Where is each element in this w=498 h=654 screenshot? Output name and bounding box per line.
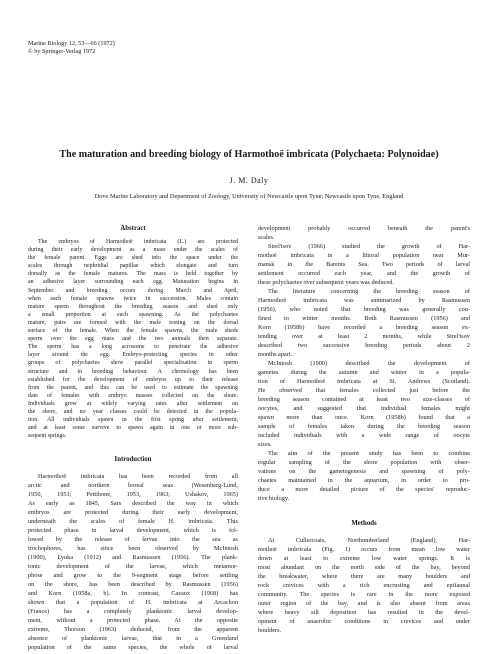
- text-line: mothoë imbricata in a littoral population near Mur-: [258, 252, 470, 259]
- text-line: an adhesive layer surrounding each egg. Maturation begins in: [28, 279, 238, 286]
- text-line: phose and grow to the 9-segment stage before settling: [28, 572, 238, 580]
- text-line: fined to winter months. Both Rasmussen (1956) and: [258, 315, 470, 322]
- right-column: [258, 224, 470, 635]
- text-line: regular sampling of the shore population with obser-: [258, 459, 470, 466]
- text-line: The aim of the present study has been to combine: [268, 450, 470, 457]
- text-line: Harmothoë imbricata has been recorded from all: [38, 473, 238, 481]
- text-line: settlement occurred each year, and the growth of: [258, 270, 470, 277]
- text-line: extreme, Thorson (1963) deduced, from the apparent: [28, 626, 238, 634]
- text-line: sizes.: [258, 441, 272, 448]
- text-line: rock crevices with a rich encrusting and epifaunal: [258, 582, 470, 589]
- text-line: down at least to extreme low water springs. It is: [258, 555, 470, 562]
- text-line: development probably occurred beneath the parent's: [258, 225, 470, 232]
- text-line: McIntosh (1900) described the development of: [268, 360, 470, 367]
- text-line: scales through nephridial papillae which elongate and turn: [28, 263, 238, 270]
- text-line: Strel'tsov (1966) studied the growth of Har-: [268, 243, 470, 250]
- copyright-line: © by Springer-Verlag 1972: [28, 48, 96, 55]
- text-line: scales.: [258, 234, 275, 241]
- text-line: included individuals with a wide range of oocyte: [258, 432, 470, 439]
- methods-text: [258, 536, 470, 635]
- text-line: sperm over the egg mass and the two animals then separate.: [28, 336, 238, 343]
- introduction-text: [28, 472, 238, 652]
- paragraph-streltsov: [258, 242, 470, 287]
- text-line: these polychaetes over subsequent years was deduced.: [258, 279, 394, 286]
- journal-citation: Marine Biology 12, 53—66 (1972): [28, 40, 115, 47]
- text-line: (1900), Lyuka (1912) and Rasmussen (1956). The plank-: [28, 554, 238, 562]
- text-line: population of the same species, the whole of larval: [28, 644, 238, 652]
- abstract-text: [28, 238, 238, 440]
- text-line: ment, without a protected phase. At the opposite: [28, 617, 238, 625]
- text-line: the shore, and no year classes could be detected in the popula-: [28, 408, 238, 415]
- text-line: breeding season contained at least two size-classes of: [258, 396, 470, 403]
- text-line: during their early development as a mass under the scales of: [28, 247, 238, 254]
- text-line: layer around the egg. Embryo-protecting species in other: [28, 352, 238, 359]
- paragraph-gametes: [258, 359, 470, 449]
- text-line: outer region of the bay, and is also absent from areas: [258, 600, 470, 607]
- article-title: The maturation and breeding biology of Harmothoë imbricata (Polychaeta: Polynoidae): [59, 149, 439, 160]
- text-line: tonic development of the larvae, which metamor-: [28, 563, 238, 571]
- text-line: tive biology.: [258, 495, 290, 502]
- text-line: on the shore, has been described by Rasmussen (1956): [28, 581, 238, 589]
- text-line: Korn (1958b) have recorded a breeding season ex-: [258, 324, 470, 331]
- text-line: and at least some survive to spawn again in one or more sub-: [28, 425, 238, 432]
- text-line: chaetes maintained in the aquarium, in order to pro-: [258, 477, 470, 484]
- text-line: structure and in breeding behaviour. A chronology has been: [28, 368, 238, 375]
- text-line: gametes during the autumn and winter in a popula-: [258, 369, 470, 376]
- text-line: (1956), who noted that breeding was generally con-: [258, 306, 470, 313]
- author-name: J. M. Daly: [229, 176, 269, 185]
- text-line: when each female spawns twice in succession. Males contain: [28, 295, 238, 302]
- text-line: The sperm has a long acrosome to penetrate the adhesive: [28, 344, 238, 351]
- author-affiliation: Dove Marine Laboratory and Department of Zoology, University of Newcastle upon Tyne; Newcastle upon Tyne, England: [94, 193, 404, 200]
- text-line: sample of females taken during the breeding season: [258, 423, 470, 430]
- text-line: duce a more detailed picture of the species' reproduc-: [258, 486, 470, 493]
- methods-heading: Methods: [351, 520, 377, 527]
- text-line: months apart.: [258, 351, 293, 358]
- text-line: mansk in the Barents Sea. Two periods of larval: [258, 261, 470, 268]
- text-line: 1950, 1951; Pettibone, 1953, 1963; Ushakov, 1965): [28, 491, 238, 499]
- text-line: (France) has a completely planktonic larval develop-: [28, 608, 238, 616]
- text-line: At Cullercoats, Northumberland (England), Har-: [268, 537, 470, 544]
- text-line: mature, pairs are formed with the male resting on the dorsal: [28, 319, 238, 326]
- text-line: trochophores, has since been observed by McIntosh: [28, 545, 238, 553]
- paragraph-breeding-season: [258, 287, 470, 359]
- text-line: from the parent, and this can be used to estimate the spawning: [28, 384, 238, 391]
- intro-continuation: [258, 224, 470, 242]
- text-line: He observed that females collected just before the: [258, 387, 470, 394]
- text-line: embryos are protected during their early development,: [28, 509, 238, 517]
- text-line: spawn more than once. Korn (1958b) found that a: [258, 414, 470, 421]
- text-line: arctic and northern boreal seas (Wesenberg-Lund,: [28, 482, 238, 490]
- abstract-heading: Abstract: [120, 225, 146, 232]
- text-line: protected phase in larval development, which is fol-: [28, 527, 238, 535]
- text-line: The embryos of Harmothoë imbricata (L.) are protected: [38, 239, 238, 245]
- journal-header: [28, 40, 115, 56]
- text-line: underneath the scales of female H. imbricata. This: [28, 518, 238, 526]
- introduction-heading: Introduction: [114, 456, 152, 464]
- text-line: lowed by the release of larvae into the sea as: [28, 536, 238, 544]
- text-line: mature sperm throughout the breeding season and shed only: [28, 303, 238, 310]
- text-line: boulders.: [258, 627, 282, 634]
- text-line: tending over at least 2 months, while Strel'tsov: [258, 333, 470, 340]
- text-line: The literature concerning the breeding season of: [268, 288, 470, 295]
- text-line: a small proportion at each spawning. As the polychaetes: [28, 311, 238, 318]
- text-line: the breakwater, where there are many boulders and: [258, 573, 470, 580]
- text-line: surface of the female. When the female spawns, the male sheds: [28, 328, 238, 335]
- text-line: community. The species is rare in the more exposed: [258, 591, 470, 598]
- text-line: As early as 1845, Sars described the way in which: [28, 500, 238, 508]
- text-line: and Korn (1958a, b). In contrast, Cazaux (1968) has: [28, 590, 238, 598]
- text-line: where heavy silt deposition has resulted in the devel-: [258, 609, 470, 616]
- text-line: dorsally as the female matures. The mass is held together by: [28, 271, 238, 278]
- text-line: opment of anaerobic conditions in crevices and under: [258, 618, 470, 625]
- text-line: most abundant on the north side of the bay, beyond: [258, 564, 470, 571]
- text-line: described two successive breeding periods about 2: [258, 342, 470, 349]
- text-line: Individuals grow at widely varying rates after settlement on: [28, 400, 238, 407]
- text-line: established for the development of embryos up to their release: [28, 376, 238, 383]
- text-line: Harmothoë imbricata was summarized by Rasmussen: [258, 297, 470, 304]
- text-line: groups of polychaetes show parallel specialization in sperm: [28, 360, 238, 367]
- text-line: date of females with embryo masses collected on the shore.: [28, 392, 238, 399]
- text-line: tion of Harmothoë imbricata at St. Andrews (Scotland).: [258, 378, 470, 385]
- text-line: tion. All individuals spawn in the first spring after settlement,: [28, 417, 238, 424]
- text-line: mothoë imbricata (Fig. 1) occurs from mean low water: [258, 546, 470, 553]
- text-line: absence of planktonic larvae, that in a Greenland: [28, 635, 238, 643]
- left-column: [28, 224, 238, 652]
- text-line: shown that a population of H. imbricata at Arcachon: [28, 599, 238, 607]
- text-line: the female parent. Eggs are shed into the space under the: [28, 255, 238, 262]
- text-line: sequent springs.: [28, 433, 67, 440]
- text-line: vations on the gametogenesis and spawning of poly-: [258, 468, 470, 475]
- text-line: oocytes, and suggested that individual females might: [258, 405, 470, 412]
- paragraph-aim: [258, 449, 470, 503]
- text-line: September and breeding occurs during March and April,: [28, 287, 238, 294]
